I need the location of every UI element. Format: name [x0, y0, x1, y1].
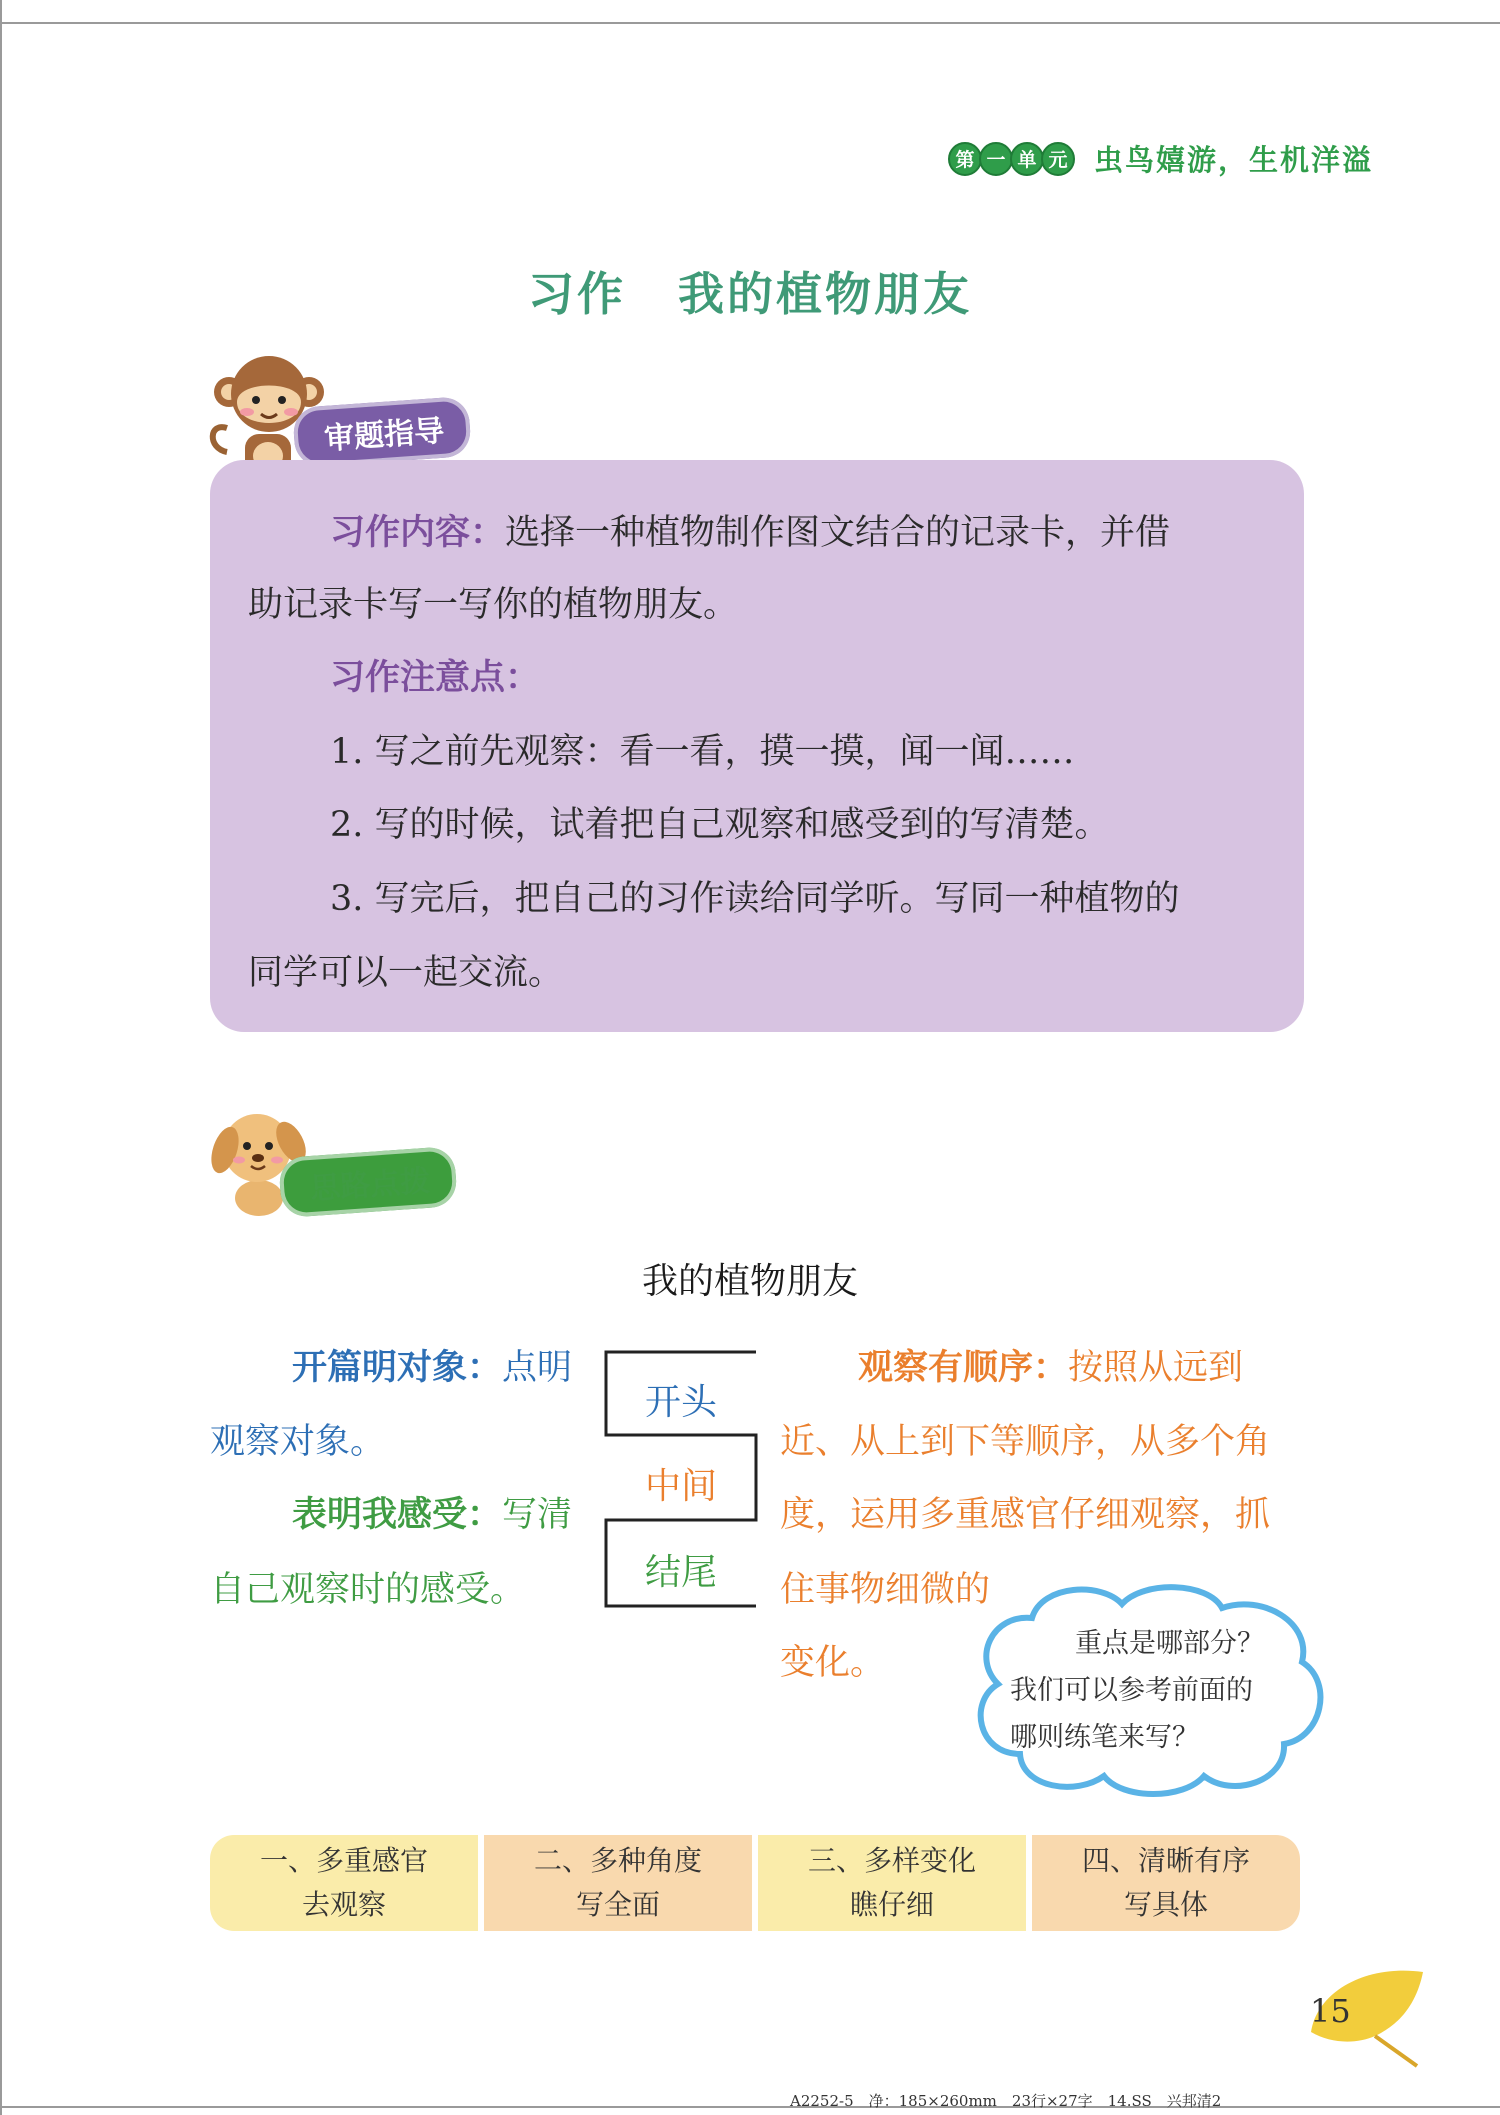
unit-header [948, 138, 1373, 179]
cloud-line: 我们可以参考前面的 [1010, 1675, 1253, 1706]
right-note-line: 住事物细微的 [780, 1570, 991, 1610]
bracket-label-opening: 开头 [645, 1382, 718, 1423]
method-title: 三、多样变化 [807, 1844, 976, 1877]
print-imprint: A2252-5 净：185×260mm 23行×27字 14.SS 兴邦清2 [790, 2092, 1222, 2110]
bracket-label-ending: 结尾 [645, 1552, 718, 1593]
method-box [210, 1835, 478, 1931]
method-box [1032, 1835, 1300, 1931]
right-note-text: 按照从远到 [1068, 1348, 1244, 1388]
left-note-2 [292, 1495, 572, 1535]
method-box [484, 1835, 752, 1931]
method-title: 二、多种角度 [533, 1844, 702, 1877]
right-note [858, 1348, 1243, 1388]
left-note-1-cont: 观察对象。 [210, 1422, 386, 1462]
bracket-label-middle: 中间 [645, 1466, 718, 1507]
crop-line-top [0, 22, 1500, 24]
method-subtitle: 写全面 [575, 1888, 660, 1921]
left-note-1-label: 开篇明对象： [292, 1348, 503, 1388]
unit-title: 虫鸟嬉游，生机洋溢 [1094, 143, 1374, 177]
unit-badge-char: 第 [948, 142, 982, 176]
method-boxes [210, 1835, 1300, 1931]
guide-note-3: 3. 写完后，把自己的习作读给同学听。写同一种植物的 [330, 879, 1180, 919]
unit-badge-char: 元 [1041, 142, 1075, 176]
unit-badge [948, 142, 1072, 176]
right-note-line: 变化。 [780, 1643, 886, 1683]
left-note-2-cont: 自己观察时的感受。 [210, 1570, 526, 1610]
unit-badge-char: 一 [979, 142, 1013, 176]
left-note-1 [292, 1348, 572, 1388]
method-box [758, 1835, 1026, 1931]
left-note-2-label: 表明我感受： [292, 1495, 503, 1535]
section-tag-ideas: 思路点拨 [278, 1146, 458, 1218]
page-number: 15 [1310, 1992, 1351, 2030]
right-note-line: 度，运用多重感官仔细观察，抓 [780, 1495, 1271, 1535]
guide-note-2: 2. 写的时候，试着把自己观察和感受到的写清楚。 [330, 805, 1110, 845]
guide-content-line: 助记录卡写一写你的植物朋友。 [248, 585, 739, 625]
left-note-2-text: 写清 [502, 1495, 573, 1535]
page-title-topic: 我的植物朋友 [678, 267, 972, 321]
guide-content-line [330, 513, 1170, 553]
cloud-line: 重点是哪部分？ [1075, 1628, 1264, 1659]
guide-note-3-cont: 同学可以一起交流。 [248, 953, 564, 993]
method-subtitle: 写具体 [1123, 1888, 1208, 1921]
method-title: 一、多重感官 [259, 1844, 428, 1877]
crop-line-bottom [0, 2106, 1500, 2108]
notes-label: 习作注意点： [330, 658, 541, 698]
outline-title: 我的植物朋友 [641, 1261, 858, 1302]
content-label: 习作内容： [330, 513, 506, 553]
left-note-1-text: 点明 [502, 1348, 573, 1388]
section-tag-guide: 审题指导 [292, 396, 472, 468]
right-note-line: 近、从上到下等顺序，从多个角 [780, 1422, 1271, 1462]
guide-note-1: 1. 写之前先观察：看一看，摸一摸，闻一闻…… [330, 732, 1075, 772]
page-title [0, 258, 1500, 324]
method-subtitle: 去观察 [301, 1888, 386, 1921]
cloud-line: 哪则练笔来写？ [1010, 1722, 1199, 1753]
right-note-label: 观察有顺序： [858, 1348, 1069, 1388]
page-title-category: 习作 [528, 267, 626, 321]
content-text: 选择一种植物制作图文结合的记录卡，并借 [505, 513, 1171, 553]
method-title: 四、清晰有序 [1081, 1844, 1250, 1877]
method-subtitle: 瞧仔细 [849, 1888, 934, 1921]
unit-badge-char: 单 [1010, 142, 1044, 176]
guide-notes-label [330, 658, 540, 698]
